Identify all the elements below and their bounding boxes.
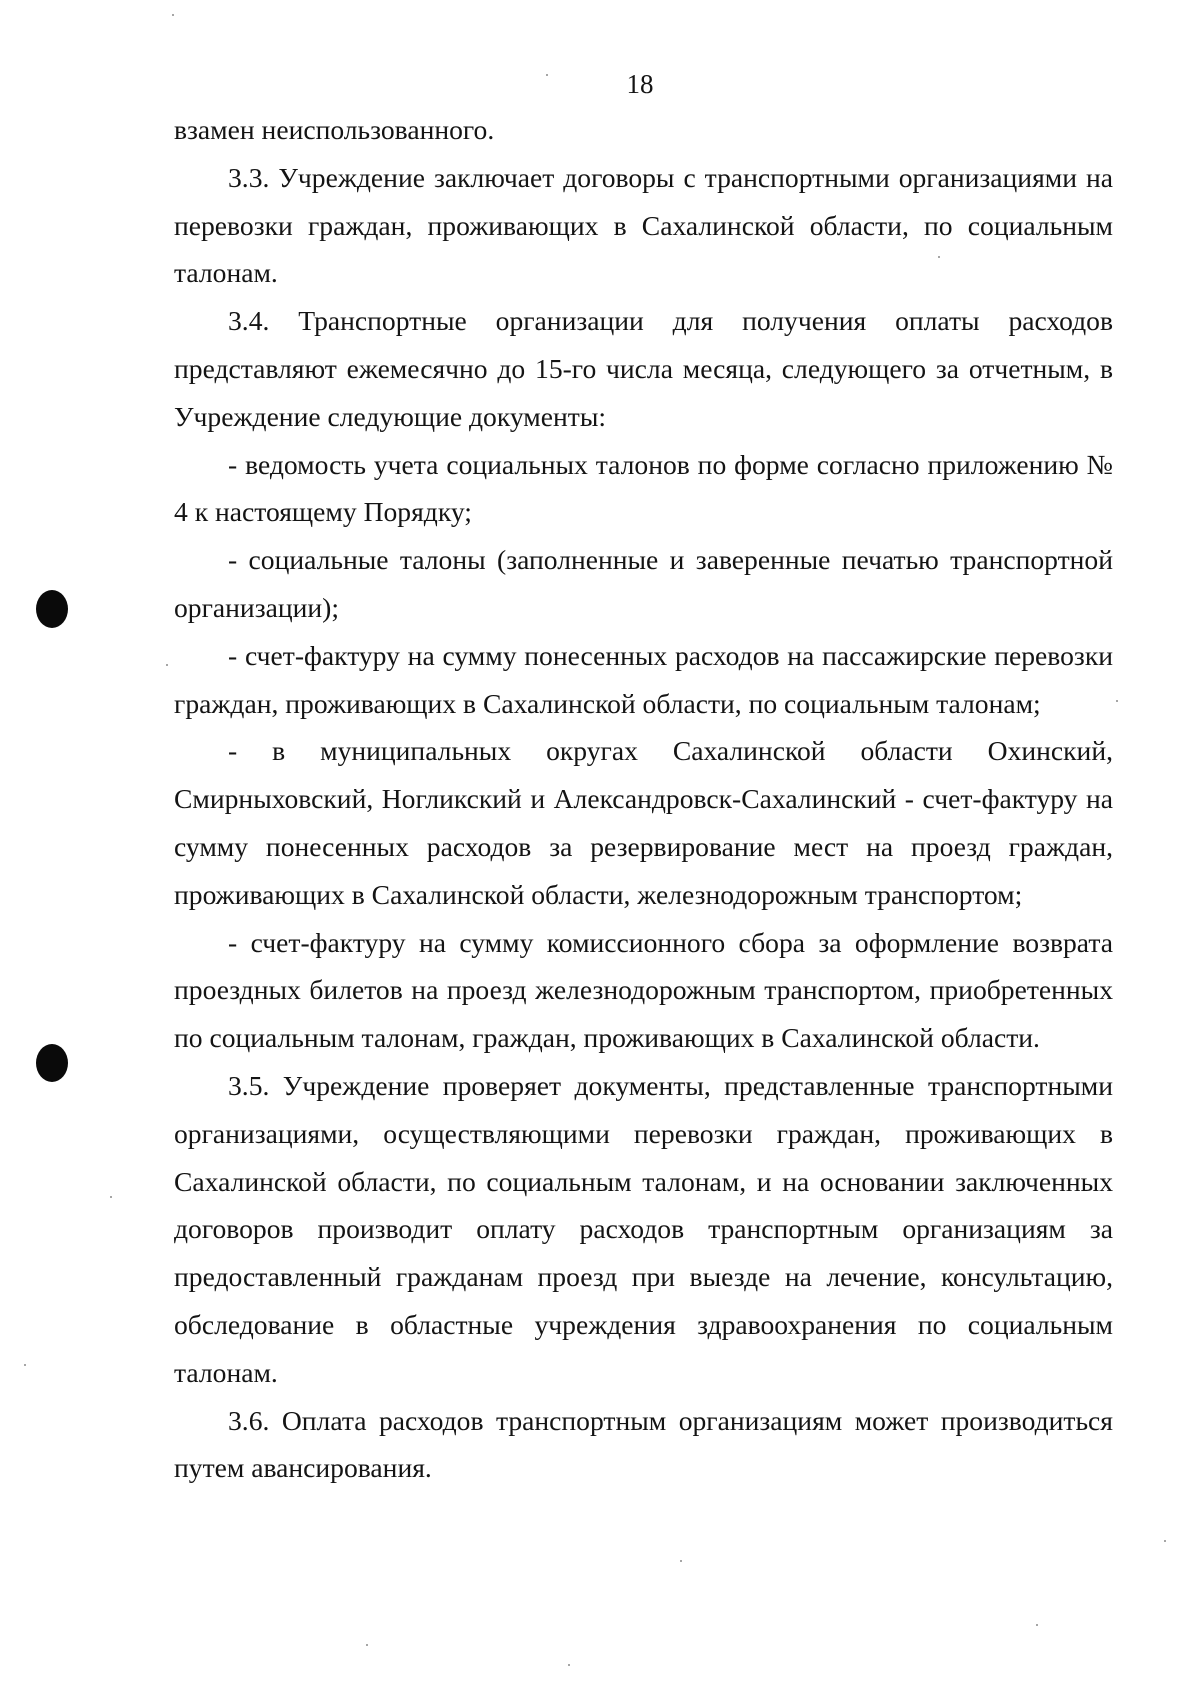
scan-speck: [546, 74, 548, 76]
scan-speck: [938, 256, 940, 258]
paragraph-3-3: 3.3. Учреждение заключает договоры с транспортными организациями на перевозки граждан, проживающих в Сахалинской области, по социальным талонам.: [174, 161, 1113, 289]
punch-hole-icon: [36, 1044, 68, 1082]
paragraph-3-4: 3.4. Транспортные организации для получения оплаты расходов представляют ежемесячно до 15-го числа месяца, следующего за отчетным, в Учреждение следующие документы:: [174, 305, 1113, 432]
list-item-statement: - ведомость учета социальных талонов по форме согласно приложению № 4 к настоящему Порядку;: [174, 448, 1113, 528]
list-item-invoice-reservation: - в муниципальных округах Сахалинской области Охинский, Смирныховский, Ногликский и Александровск-Сахалинский - счет-фактуру на сумму понесенных расходов за резервирование мест на проезд граждан, проживающих в Сахалинской области, железнодорожным транспортом;: [174, 735, 1113, 910]
scan-speck: [1116, 700, 1118, 702]
punch-hole-icon: [36, 590, 68, 628]
scan-speck: [366, 1644, 368, 1646]
scan-speck: [110, 1196, 112, 1198]
scan-speck: [1164, 1540, 1166, 1542]
paragraph-3-5: 3.5. Учреждение проверяет документы, представленные транспортными организациями, осуществляющими перевозки граждан, проживающих в Сахалинской области, по социальным талонам, и на основании заключенных договоров производит оплату расходов транспортным организациям за предоставленный гражданам проезд при выезде на лечение, консультацию, обследование в областные учреждения здравоохранения по социальным талонам.: [174, 1069, 1113, 1388]
scan-speck: [1036, 1624, 1038, 1626]
list-item-invoice-commission: - счет-фактуру на сумму комиссионного сбора за оформление возврата проездных билетов на проезд железнодорожным транспортом, приобретенных по социальным талонам, граждан, проживающих в Сахалинской области.: [174, 926, 1113, 1054]
document-body: [174, 106, 1113, 1492]
scan-speck: [680, 1560, 682, 1562]
scan-speck: [24, 1364, 26, 1366]
list-item-talons: - социальные талоны (заполненные и заверенные печатью транспортной организации);: [174, 544, 1113, 623]
scan-speck: [568, 1664, 570, 1666]
scan-speck: [172, 14, 174, 16]
paragraph-continuation: взамен неиспользованного.: [174, 114, 495, 145]
page-number: 18: [626, 69, 654, 99]
list-item-invoice-transport: - счет-фактуру на сумму понесенных расходов на пассажирские перевозки граждан, проживающих в Сахалинской области, по социальным талонам;: [174, 639, 1113, 719]
paragraph-3-6: 3.6. Оплата расходов транспортным организациям может производиться путем авансирования.: [174, 1404, 1113, 1484]
scan-speck: [166, 664, 168, 666]
